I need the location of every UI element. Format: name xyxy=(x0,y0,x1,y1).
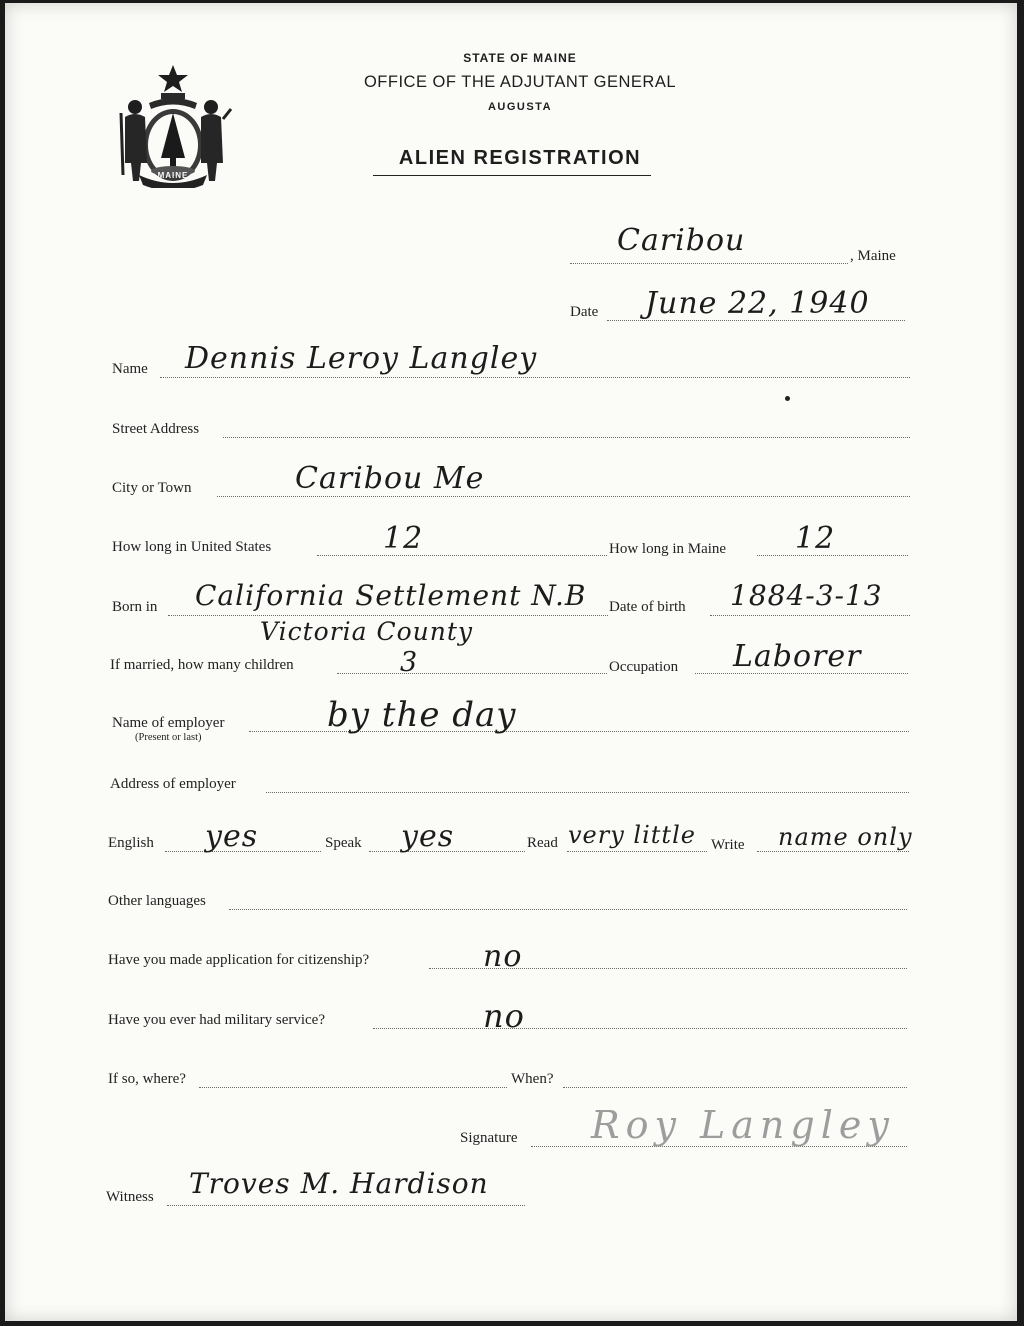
if-so-where-label: If so, where? xyxy=(108,1071,186,1087)
city-heading: AUGUSTA xyxy=(487,101,553,113)
other-languages-line xyxy=(229,909,907,910)
occupation-value[interactable]: Laborer xyxy=(733,639,862,674)
date-value[interactable]: June 22, 1940 xyxy=(645,286,870,321)
street-address-line xyxy=(223,437,910,438)
children-line xyxy=(337,673,607,674)
signature-label: Signature xyxy=(460,1130,518,1146)
state-heading: STATE OF MAINE xyxy=(463,51,577,65)
seal-banner-text: MAINE xyxy=(157,171,189,180)
born-in-value-line2[interactable]: Victoria County xyxy=(260,617,474,646)
city-or-town-line xyxy=(217,496,910,497)
title-underline xyxy=(373,175,651,176)
name-label: Name xyxy=(112,361,148,377)
english-value[interactable]: yes xyxy=(205,819,259,854)
read-label: Read xyxy=(527,835,558,851)
form-title: ALIEN REGISTRATION xyxy=(398,147,642,169)
name-line xyxy=(160,377,910,378)
employer-value[interactable]: by the day xyxy=(327,695,517,735)
employer-sublabel: (Present or last) xyxy=(135,732,202,743)
name-value[interactable]: Dennis Leroy Langley xyxy=(185,341,538,376)
citizenship-label: Have you made application for citizenship? xyxy=(108,952,370,968)
speak-label: Speak xyxy=(325,835,362,851)
write-label: Write xyxy=(711,837,745,853)
write-line xyxy=(757,851,909,852)
how-long-us-line xyxy=(317,555,607,556)
military-label: Have you ever had military service? xyxy=(108,1012,325,1028)
other-languages-label: Other languages xyxy=(108,893,206,909)
city-or-town-value[interactable]: Caribou Me xyxy=(295,461,485,496)
registration-form xyxy=(5,3,1017,1321)
location-line xyxy=(570,263,848,264)
read-line xyxy=(567,851,707,852)
date-of-birth-label: Date of birth xyxy=(609,599,686,615)
office-heading: OFFICE OF THE ADJUTANT GENERAL xyxy=(363,73,677,91)
military-line xyxy=(373,1028,907,1029)
witness-value[interactable]: Troves M. Hardison xyxy=(189,1167,489,1200)
street-address-label: Street Address xyxy=(112,421,200,437)
english-label: English xyxy=(108,835,154,851)
maine-state-seal-icon xyxy=(113,63,233,188)
born-in-value[interactable]: California Settlement N.B xyxy=(195,579,587,612)
read-value[interactable]: very little xyxy=(568,821,696,849)
if-so-where-line xyxy=(199,1087,507,1088)
witness-line xyxy=(167,1205,525,1206)
city-or-town-label: City or Town xyxy=(112,480,192,496)
born-in-line xyxy=(168,615,608,616)
employer-address-label: Address of employer xyxy=(110,776,236,792)
speak-value[interactable]: yes xyxy=(401,819,455,854)
military-value[interactable]: no xyxy=(483,997,525,1035)
employer-label: Name of employer xyxy=(112,715,225,731)
date-label: Date xyxy=(570,304,599,320)
occupation-label: Occupation xyxy=(609,659,679,675)
how-long-us-label: How long in United States xyxy=(112,539,272,555)
date-of-birth-line xyxy=(710,615,910,616)
employer-address-line xyxy=(266,792,909,793)
citizenship-value[interactable]: no xyxy=(483,939,523,974)
children-value[interactable]: 3 xyxy=(400,647,419,678)
children-label: If married, how many children xyxy=(110,657,294,673)
how-long-maine-value[interactable]: 12 xyxy=(795,521,836,556)
write-value[interactable]: name only xyxy=(778,823,913,851)
how-long-us-value[interactable]: 12 xyxy=(383,521,424,556)
signature-value[interactable]: Roy Langley xyxy=(591,1103,895,1147)
when-label: When? xyxy=(511,1071,554,1087)
witness-label: Witness xyxy=(106,1189,154,1205)
location-value[interactable]: Caribou xyxy=(617,223,746,258)
when-line xyxy=(563,1087,907,1088)
born-in-label: Born in xyxy=(112,599,158,615)
date-of-birth-value[interactable]: 1884-3-13 xyxy=(730,579,883,612)
how-long-maine-label: How long in Maine xyxy=(609,541,727,557)
location-suffix: , Maine xyxy=(850,248,896,264)
ink-dot xyxy=(785,396,790,401)
